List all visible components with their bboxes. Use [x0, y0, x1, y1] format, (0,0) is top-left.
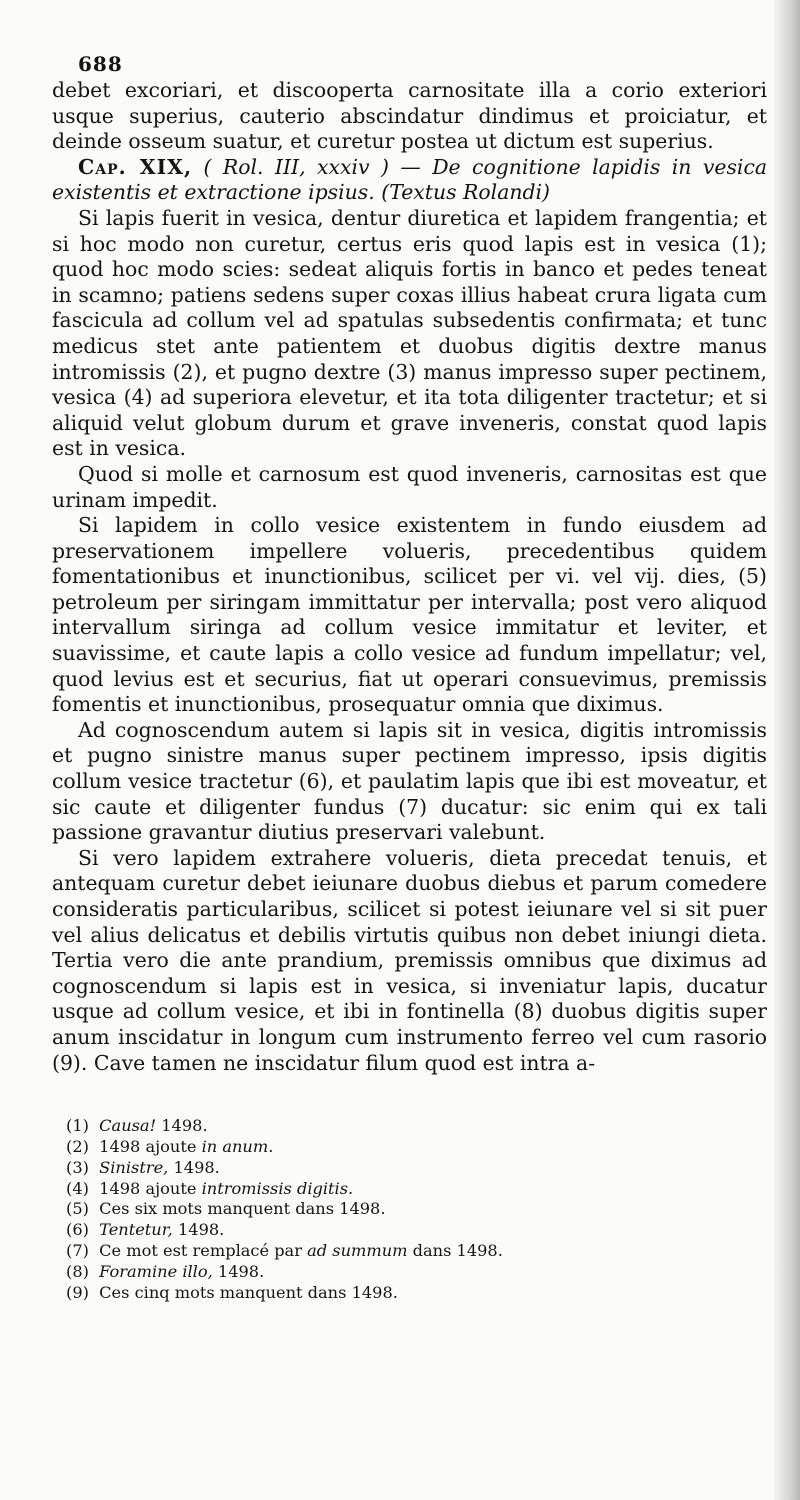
footnotes [52, 1116, 767, 1303]
paragraph: Si vero lapidem extrahere volueris, dieta precedat tenuis, et antequam curetur debet ieiunare duobus diebus et parum comedere consideratis particularibus, scilicet si potest ieiunare vel si sit puer vel alius delicatus et debilis virtutis quibus non debet iniungi dieta. Tertia vero die ante prandium, premissis omnibus que diximus ad cognoscendum si lapis est in vesica, si inveniatur lapis, ducatur usque ad collum vesice, et ibi in fontinella (8) duobus digitis super anum inscidatur in longum cum instrumento ferreo vel cum rasorio (9). Cave tamen ne inscidatur filum quod est intra a- [52, 845, 767, 1075]
chapter-reference: ( Rol. III, xxxiv ) [203, 154, 389, 179]
footnote-text: 1498. [173, 1157, 220, 1177]
footnote-italic: Foramine illo, [99, 1261, 213, 1281]
footnote-italic: in anum. [201, 1136, 274, 1156]
footnote [66, 1158, 767, 1179]
footnote-text: 1498 ajoute [99, 1136, 197, 1156]
footnote [66, 1220, 767, 1241]
footnote-number: (4) [66, 1178, 89, 1198]
footnote-italic: ad summum [307, 1240, 408, 1260]
footnote [66, 1241, 767, 1262]
footnote [66, 1199, 767, 1220]
footnote-number: (2) [66, 1136, 89, 1156]
footnote-number: (9) [66, 1282, 89, 1302]
footnote-number: (8) [66, 1261, 89, 1281]
footnote-text: 1498. [217, 1261, 265, 1281]
page-number: 688 [78, 52, 123, 76]
footnote-italic: Tentetur, [99, 1220, 173, 1240]
footnote [66, 1116, 767, 1137]
footnote-italic: Causa! [99, 1116, 157, 1136]
footnote-number: (7) [66, 1240, 89, 1260]
footnote-text: Ces six mots manquent dans 1498. [99, 1199, 386, 1219]
continued-paragraph: debet excoriari, et discooperta carnositate illa a corio exteriori usque superius, cauterio abscindatur dindimus et proiciatur, et deinde osseum suatur, et curetur postea ut dictum est superius. [52, 78, 767, 154]
paragraph: Si lapidem in collo vesice existentem in fundo eiusdem ad preservationem impellere volueris, precedentibus quidem fomentationibus et inunctionibus, scilicet per vi. vel vij. dies, (5) petroleum per siringam immittatur per intervalla; post vero aliquod intervallum siringa ad collum vesice immitatur et leviter, et suavissime, et caute lapis a collo vesice ad fundum impellatur; vel, quod levius est et securius, fiat ut operari consuevimus, premissis fomentis et inunctionibus, prosequatur omnia que diximus. [52, 513, 767, 717]
main-text [52, 78, 767, 1076]
chapter-source: (Textus Rolandi) [381, 180, 551, 205]
footnote-text: dans 1498. [412, 1240, 503, 1260]
paragraph: Si lapis fuerit in vesica, dentur diuretica et lapidem frangentia; et si hoc modo non curetur, certus eris quod lapis est in vesica (1); quod hoc modo scies: sedeat aliquis fortis in banco et pedes teneat in scamno; patiens sedens super coxas illius habeat crura ligata cum fascicula ad collum vel ad spatulas subsedentis confirmata; et tunc medicus stet ante patientem et duobus digitis dextre manus intromissis (2), et pugno dextre (3) manus impresso super pectinem, vesica (4) ad superiora elevetur, et ita tota diligenter tractetur; et si aliquid velut globum durum et grave inveneris, constat quod lapis est in vesica. [52, 205, 767, 461]
paragraph: Ad cognoscendum autem si lapis sit in vesica, digitis intromissis et pugno sinistre manus super pectinem impresso, ipsis digitis collum vesice tractetur (6), et paulatim lapis que ibi est moveatur, et sic caute et diligenter fundus (7) ducatur: sic enim qui ex tali passione gravantur diutius preservari valebunt. [52, 717, 767, 845]
footnote [66, 1262, 767, 1283]
page-gutter-shadow [774, 0, 800, 1500]
chapter-title: De cognitione lapidis in vesica existentis et extractione ipsius. [52, 154, 768, 205]
footnote [66, 1283, 767, 1304]
footnote-number: (6) [66, 1220, 89, 1240]
footnote [66, 1179, 767, 1200]
footnote-text: 1498. [161, 1116, 208, 1136]
footnote-text: Ce mot est remplacé par [99, 1240, 302, 1260]
footnote-number: (3) [66, 1157, 89, 1177]
footnote-number: (1) [66, 1116, 89, 1136]
chapter-label: Cap. XIX, [78, 154, 193, 179]
chapter-dash: — [400, 154, 421, 179]
chapter-heading [52, 155, 767, 206]
paragraph: Quod si molle et carnosum est quod inveneris, carnositas est que urinam impedit. [52, 461, 767, 512]
footnote-text: 1498 ajoute [99, 1178, 197, 1198]
footnote-italic: Sinistre, [99, 1157, 169, 1177]
text-block [52, 52, 767, 1303]
footnote [66, 1137, 767, 1158]
footnote-text: 1498. [177, 1220, 225, 1240]
footnote-text: Ces cinq mots manquent dans 1498. [99, 1282, 398, 1302]
footnote-number: (5) [66, 1199, 89, 1219]
footnote-italic: intromissis digitis. [201, 1178, 354, 1198]
